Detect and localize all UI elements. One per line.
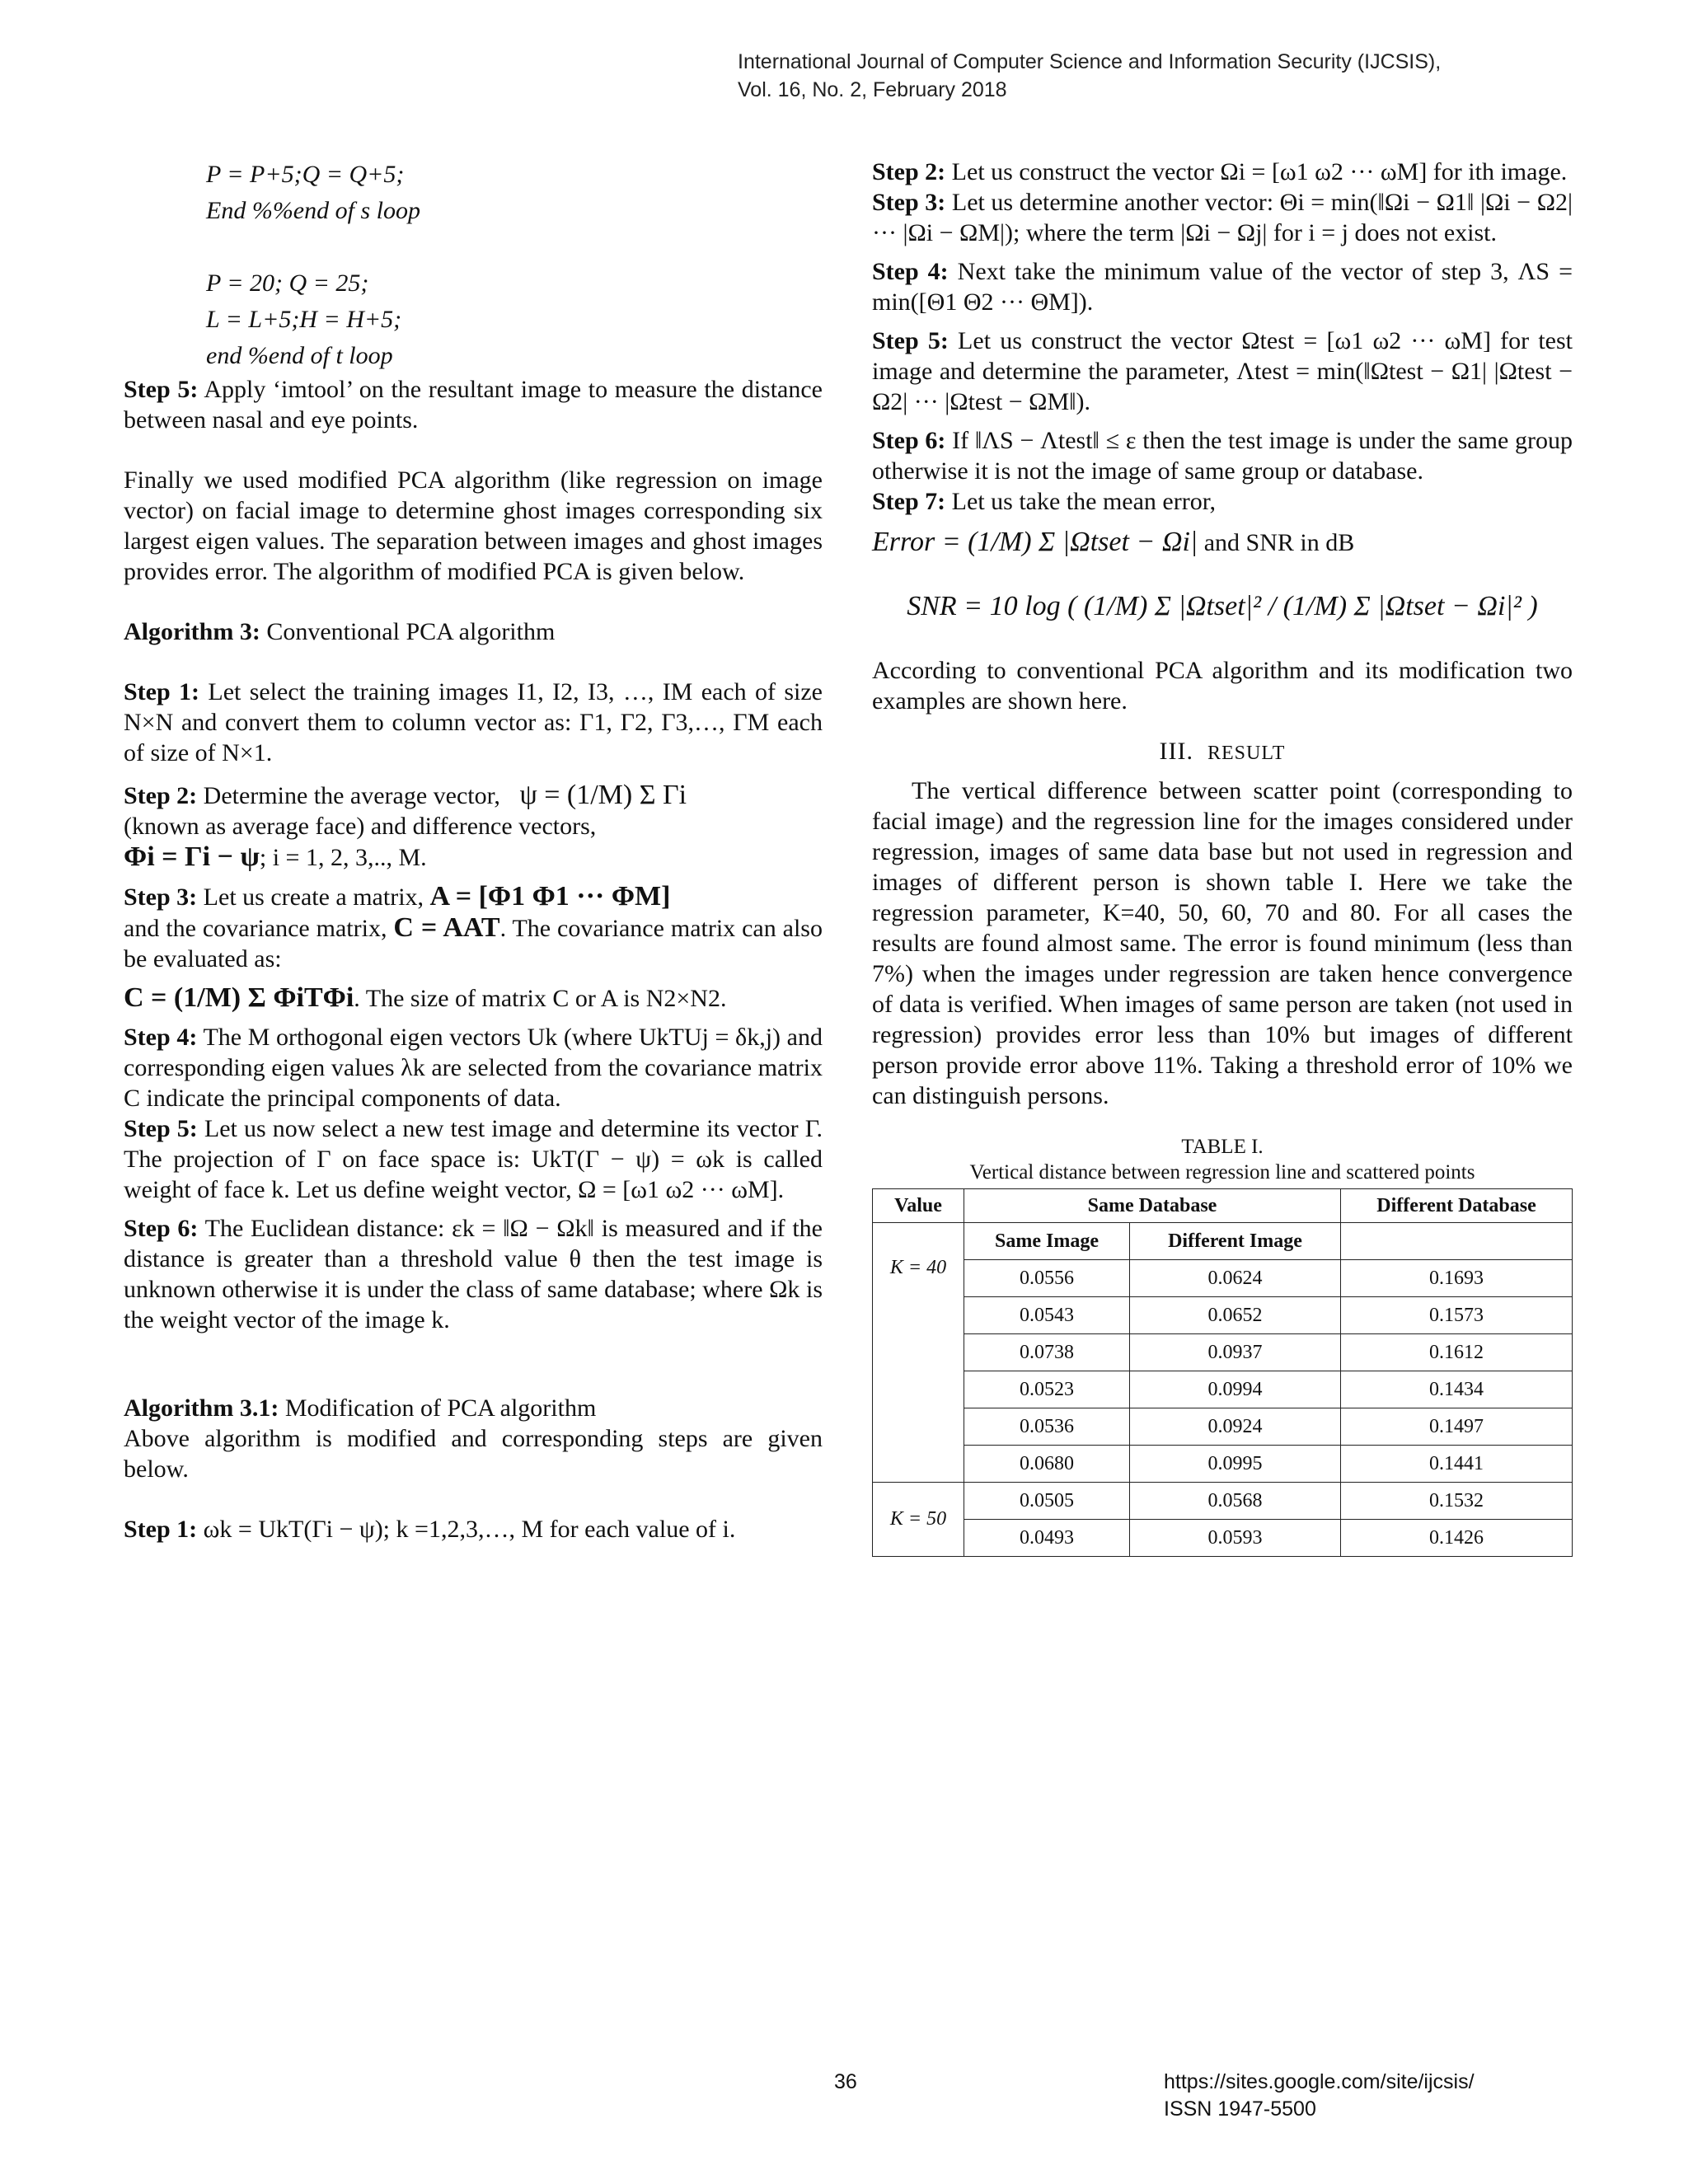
left-column [124, 157, 823, 1544]
table-header: Same Image [964, 1223, 1130, 1260]
alg3-step2-diff: Φi = Γi − ψ; i = 1, 2, 3,.., M. [124, 841, 427, 872]
mod-step2: Step 2: Let us construct the vector Ωi = [ω1 ω2 ··· ωM] for ith image. [872, 158, 1568, 185]
code-line: P = 20; Q = 25; [206, 269, 369, 297]
mod-step5: Step 5: Let us construct the vector Ωtest = [ω1 ω2 ··· ωM] for test image and determine the parameter, Λtest = min(‖Ωtest − Ω1| |Ωtest − Ω2| ··· |Ωtest − ΩM‖). [872, 327, 1573, 415]
mod-step3: Step 3: Let us determine another vector: Θi = min(‖Ωi − Ω1‖ |Ωi − Ω2| ··· |Ωi − ΩM|); where the term |Ωi − Ωj| for i = j does not exist. [872, 189, 1573, 246]
table-row: K = 50 0.0505 0.0568 0.1532 [873, 1483, 1573, 1520]
alg3-step6: Step 6: The Euclidean distance: εk = ‖Ω − Ωk‖ is measured and if the distance is greater than a threshold value θ then the test image is unknown otherwise it is under the class of same database; where Ωk is the weight vector of the image k. [124, 1215, 823, 1333]
table-row: 0.0536 0.0924 0.1497 [873, 1408, 1573, 1446]
page-number: 36 [834, 2070, 857, 2093]
average-vector-equation: ψ = (1/M) Σ Γi [519, 780, 687, 810]
alg3-step1: Step 1: Let select the training images I1, I2, I3, …, IM each of size N×N and convert them to column vector as: Γ1, Γ2, Γ3,…, ΓM each of size of N×1. [124, 678, 823, 766]
alg3-step2-cont: (known as average face) and difference vectors, [124, 813, 597, 840]
footer-info [1164, 2069, 1475, 2123]
code-line: End %%end of s loop [206, 197, 420, 224]
table-header: Same Database [964, 1189, 1341, 1223]
alg3-step3: Step 3: Let us create a matrix, A = [Φ1 Φ1 ··· ΦM] [124, 881, 671, 912]
result-paragraph: The vertical difference between scatter point (corresponding to facial image) and the regression line for the images considered under regression, images of same data base but not used in regression and images of different person is shown table I. Here we take the regression parameter, K=40, 50, 60, 70 and 80. For all cases the results are found almost same. The error is found minimum (less than 7%) when the images under regression are taken hence convergence of data is verified. When images of same person are taken (not used in regression) provides error less than 10% but images of different person provide error above 11%. Taking a threshold error of 10% we can distinguish persons. [872, 777, 1573, 1109]
section-heading: III. RESULT [1159, 738, 1286, 765]
journal-header-line1: International Journal of Computer Science and Information Security (IJCSIS), [738, 50, 1442, 73]
footer-url[interactable]: https://sites.google.com/site/ijcsis/ [1164, 2070, 1475, 2093]
mod-step6: Step 6: If ‖ΛS − Λtest‖ ≤ ε then the test image is under the same group otherwise it is not the image of same group or database. [872, 427, 1573, 485]
code-line: L = L+5;H = H+5; [206, 306, 402, 333]
table-row: 0.0523 0.0994 0.1434 [873, 1371, 1573, 1408]
modified-pca-paragraph: Finally we used modified PCA algorithm (like regression on image vector) on facial image to determine ghost images corresponding six largest eigen values. The separation between images and ghost images provides error. The algorithm of modified PCA is given below. [124, 466, 823, 585]
table-row: 0.0680 0.0995 0.1441 [873, 1446, 1573, 1483]
table-header: Different Database [1341, 1189, 1573, 1223]
table-caption: Vertical distance between regression line and scattered points [969, 1161, 1475, 1183]
alg3-step2: Step 2: Determine the average vector, ψ = (1/M) Σ Γi [124, 780, 687, 810]
mod-step7: Step 7: Let us take the mean error, [872, 488, 1216, 515]
matrix-a-equation: A = [Φ1 Φ1 ··· ΦM] [429, 881, 671, 912]
algorithm3-heading: Algorithm 3: Conventional PCA algorithm [124, 618, 556, 645]
table-header: Different Image [1130, 1223, 1341, 1260]
mod-step1: Step 1: ωk = UkT(Γi − ψ); k =1,2,3,…, M for each value of i. [124, 1516, 736, 1543]
table-row: 0.0493 0.0593 0.1426 [873, 1520, 1573, 1557]
right-column [872, 157, 1573, 1557]
algorithm31-heading: Algorithm 3.1: Modification of PCA algorithm [124, 1394, 597, 1422]
footer-issn: ISSN 1947-5500 [1164, 2097, 1316, 2121]
results-table [872, 1188, 1573, 1557]
journal-header-line2: Vol. 16, No. 2, February 2018 [738, 78, 1007, 101]
journal-header [738, 48, 1441, 104]
alg3-step3-eq: C = (1/M) Σ ΦiTΦi. The size of matrix C or A is N2×N2. [124, 982, 727, 1013]
mod-step4: Step 4: Next take the minimum value of the vector of step 3, ΛS = min([Θ1 Θ2 ··· ΘM]). [872, 258, 1573, 316]
table-label: TABLE I. [1181, 1136, 1264, 1158]
code-line: P = P+5;Q = Q+5; [206, 161, 405, 188]
alg3-step4: Step 4: The M orthogonal eigen vectors Uk (where UkTUj = δk,j) and corresponding eigen values λk are selected from the covariance matrix C indicate the principal components of data. [124, 1024, 823, 1112]
algorithm31-text: Above algorithm is modified and corresponding steps are given below. [124, 1425, 823, 1483]
step5-paragraph: Step 5: Apply ‘imtool’ on the resultant image to measure the distance between nasal and eye points. [124, 376, 823, 434]
snr-equation: SNR = 10 log ( (1/M) Σ |Ωtset|² / (1/M) Σ |Ωtset − Ωi|² ) [907, 591, 1538, 621]
error-equation: Error = (1/M) Σ |Ωtset − Ωi| [872, 527, 1198, 557]
table-header: Value [873, 1189, 964, 1223]
error-equation-line: Error = (1/M) Σ |Ωtset − Ωi| and SNR in dB [872, 527, 1355, 557]
code-block [206, 157, 823, 374]
alg3-step3-cov: and the covariance matrix, C = AAT. The covariance matrix can also be evaluated as: [124, 912, 823, 972]
table-row: 0.0738 0.0937 0.1612 [873, 1334, 1573, 1371]
table-group-label: K = 40 [873, 1223, 964, 1483]
table-row: 0.0556 0.0624 0.1693 [873, 1260, 1573, 1297]
table-row: 0.0543 0.0652 0.1573 [873, 1297, 1573, 1334]
examples-paragraph: According to conventional PCA algorithm and its modification two examples are shown here. [872, 657, 1573, 715]
alg3-step5: Step 5: Let us now select a new test image and determine its vector Γ. The projection of Γ on face space is: UkT(Γ − ψ) = ωk is called weight of face k. Let us define weight vector, Ω = [ω1 ω2 ··· ωM]. [124, 1115, 823, 1203]
code-line: end %end of t loop [206, 342, 393, 369]
table-group-label: K = 50 [873, 1483, 964, 1557]
